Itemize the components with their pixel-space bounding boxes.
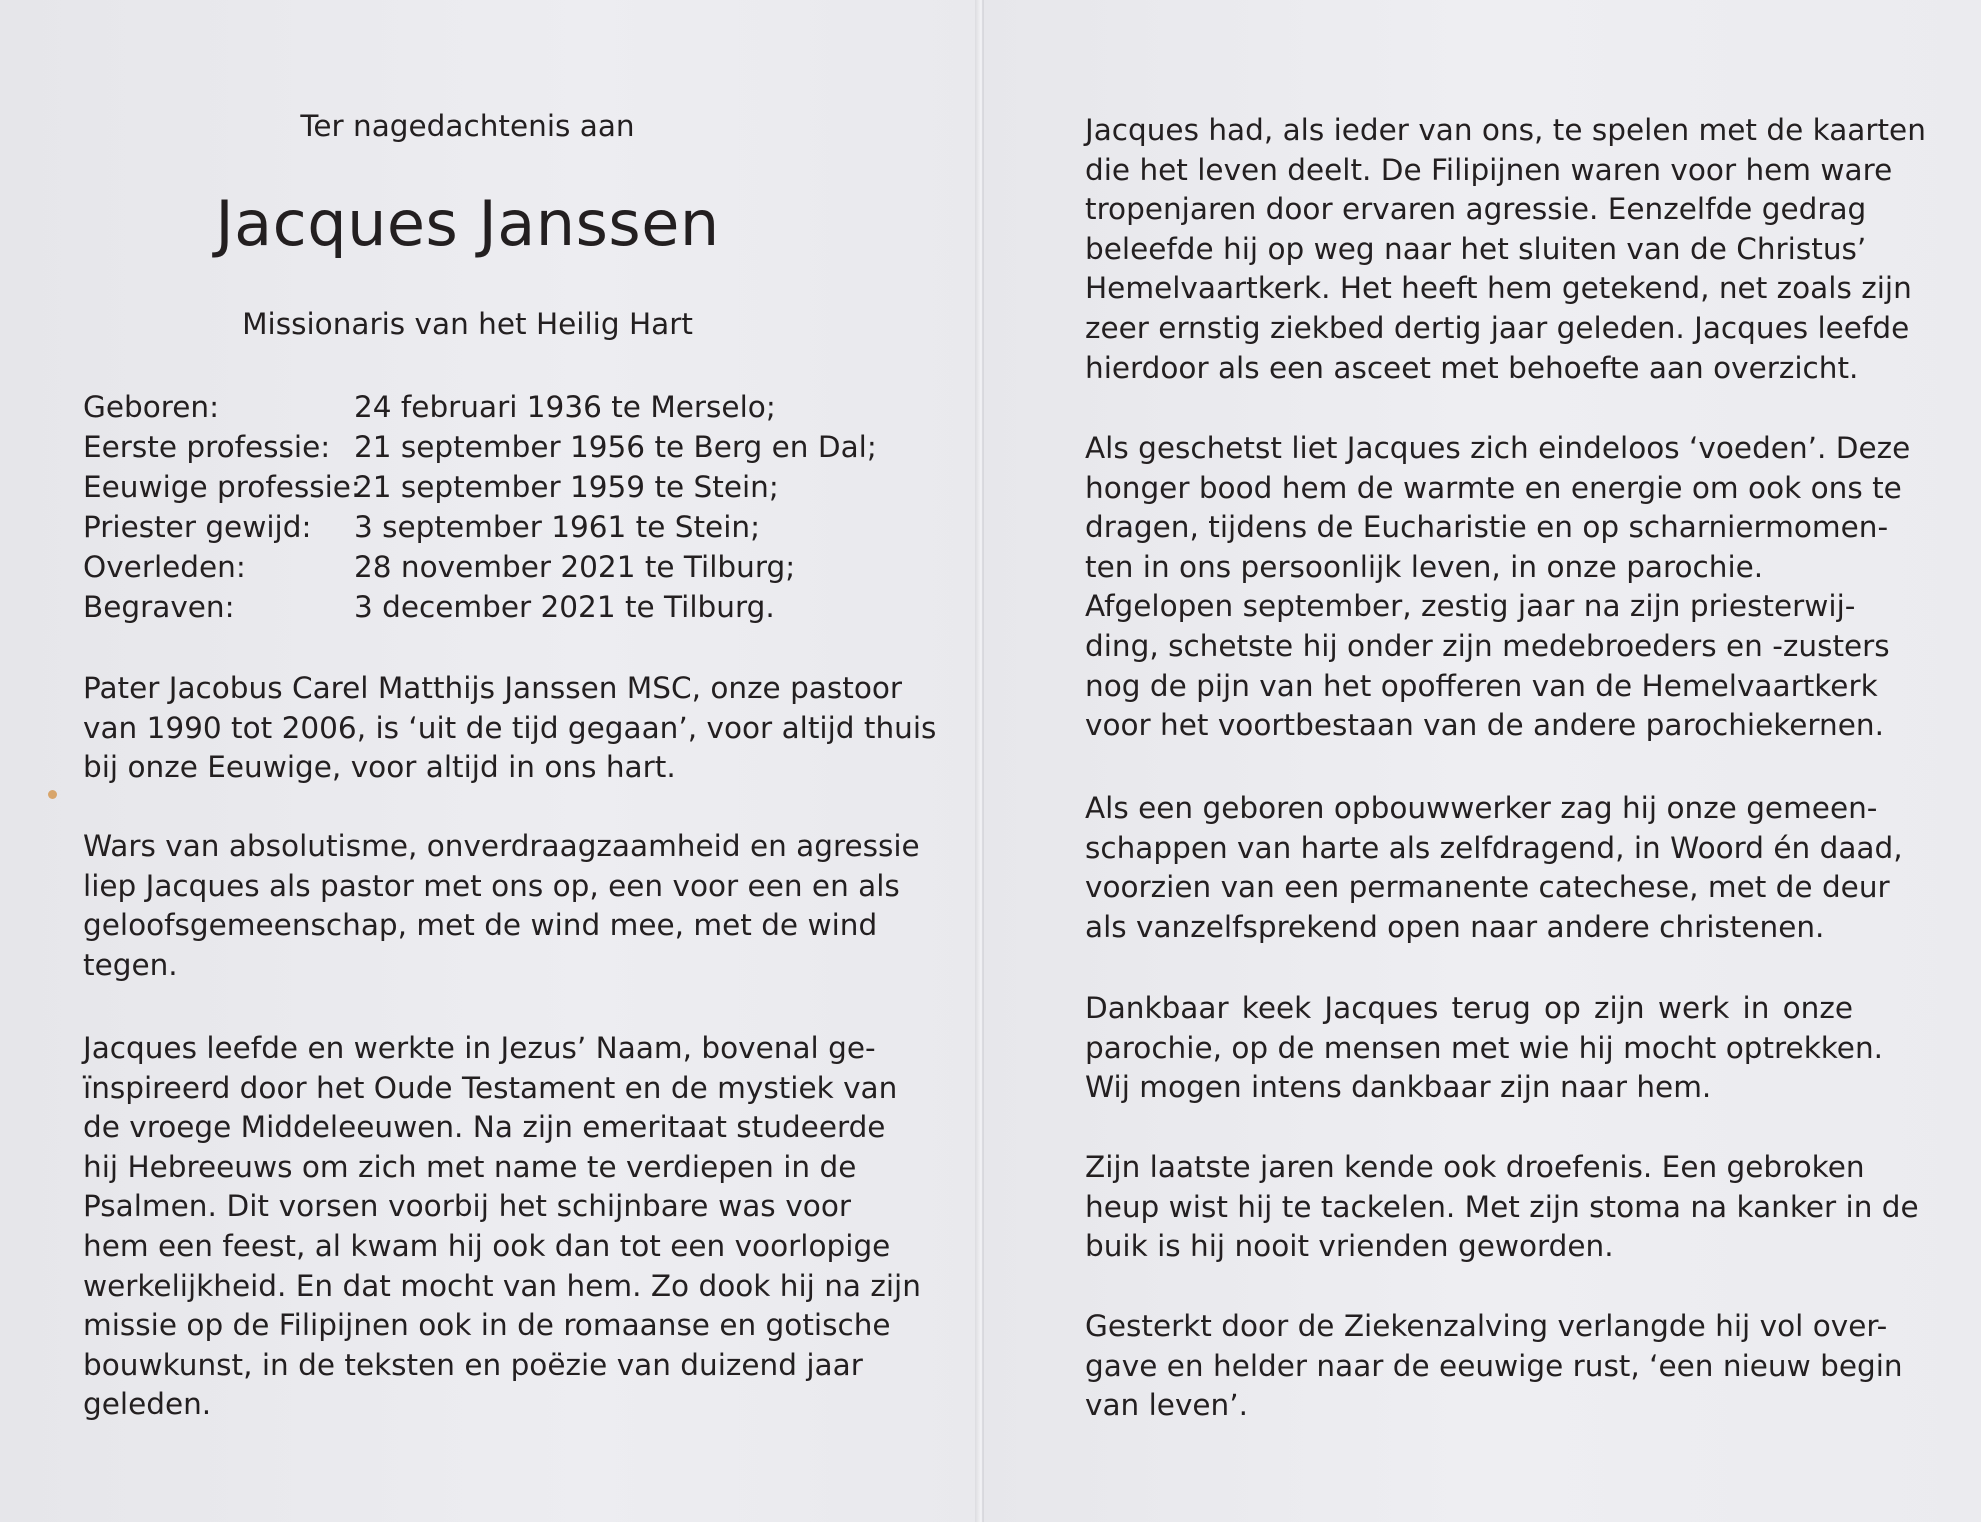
text-line: honger bood hem de warmte en energie om ook ons te xyxy=(1085,470,1902,505)
fact-label: Priester gewijd: xyxy=(83,510,312,544)
text-line: Dankbaar keek Jacques terug op zijn werk in onze xyxy=(1085,991,1853,1025)
text-line: ten in ons persoonlijk leven, in onze parochie. xyxy=(1085,549,1764,584)
text-line: Afgelopen september, zestig jaar na zijn priesterwij- xyxy=(1085,589,1856,624)
text-line: van leven’. xyxy=(1085,1388,1249,1423)
text-line: hem een feest, al kwam hij ook dan tot een voorlopige xyxy=(83,1228,891,1263)
text-line: Als geschetst liet Jacques zich eindeloos ‘voeden’. Deze xyxy=(1085,431,1911,465)
text-line: hij Hebreeuws om zich met name te verdiepen in de xyxy=(83,1149,857,1184)
text-line: Wars van absolutisme, onverdraagzaamheid en agressie xyxy=(83,829,920,863)
paper-speck xyxy=(48,790,57,799)
text-line: bij onze Eeuwige, voor altijd in ons hart. xyxy=(83,750,676,785)
right-panel xyxy=(984,0,1981,1522)
text-line: heup wist hij te tackelen. Met zijn stoma na kanker in de xyxy=(1085,1189,1919,1224)
text-line: liep Jacques als pastor met ons op, een voor een en als xyxy=(83,868,900,903)
intro-text: Ter nagedachtenis aan xyxy=(300,109,635,143)
text-line: hierdoor als een asceet met behoefte aan overzicht. xyxy=(1085,350,1859,385)
fact-label: Eeuwige professie: xyxy=(83,470,361,504)
text-line: als vanzelfsprekend open naar andere christenen. xyxy=(1085,909,1825,944)
text-line: beleefde hij op weg naar het sluiten van de Christus’ xyxy=(1085,231,1867,266)
fact-value: 24 februari 1936 te Merselo; xyxy=(354,390,776,424)
text-line: Gesterkt door de Ziekenzalving verlangde hij vol over- xyxy=(1085,1309,1888,1343)
text-line: Wij mogen intens dankbaar zijn naar hem. xyxy=(1085,1070,1712,1105)
fact-value: 28 november 2021 te Tilburg; xyxy=(354,550,796,584)
text-line: Als een geboren opbouwwerker zag hij onze gemeen- xyxy=(1085,791,1878,825)
fact-label: Begraven: xyxy=(83,590,235,624)
paragraph-rest xyxy=(1085,1307,1903,1426)
text-line: geleden. xyxy=(83,1387,212,1422)
deceased-name: Jacques Janssen xyxy=(215,187,720,260)
paragraph-cards xyxy=(1085,111,1926,388)
text-line: gave en helder naar de eeuwige rust, ‘een nieuw begin xyxy=(1085,1348,1903,1383)
text-line: die het leven deelt. De Filipijnen waren voor hem ware xyxy=(1085,152,1893,187)
fact-value: 3 september 1961 te Stein; xyxy=(354,510,761,544)
text-line: nog de pijn van het opofferen van de Hemelvaartkerk xyxy=(1085,668,1878,703)
fact-label: Overleden: xyxy=(83,550,246,584)
fact-value: 3 december 2021 te Tilburg. xyxy=(354,590,775,624)
text-line: ïnspireerd door het Oude Testament en de mystiek van xyxy=(83,1070,898,1105)
text-line: bouwkunst, in de teksten en poëzie van duizend jaar xyxy=(83,1347,863,1382)
fact-label: Geboren: xyxy=(83,390,220,424)
fact-value: 21 september 1956 te Berg en Dal; xyxy=(354,430,877,464)
text-line: Pater Jacobus Carel Matthijs Janssen MSC, onze pastoor xyxy=(83,671,903,705)
text-line: dragen, tijdens de Eucharistie en op scharniermomen- xyxy=(1085,510,1889,545)
text-line: ding, schetste hij onder zijn medebroeders en -zusters xyxy=(1085,628,1890,663)
text-line: schappen van harte als zelfdragend, in Woord én daad, xyxy=(1085,830,1903,865)
paragraph-faith xyxy=(83,1029,921,1425)
paragraph-gratitude xyxy=(1085,989,1884,1108)
paragraph-absolutism xyxy=(83,827,920,985)
text-line: buik is hij nooit vrienden geworden. xyxy=(1085,1229,1614,1264)
text-line: zeer ernstig ziekbed dertig jaar geleden. Jacques leefde xyxy=(1085,310,1910,345)
text-line: werkelijkheid. En dat mocht van hem. Zo dook hij na zijn xyxy=(83,1268,921,1303)
text-line: voor het voortbestaan van de andere parochiekernen. xyxy=(1085,708,1884,743)
paragraph-builder xyxy=(1085,789,1903,947)
text-line: de vroege Middeleeuwen. Na zijn emeritaat studeerde xyxy=(83,1110,886,1145)
text-line: parochie, op de mensen met wie hij mocht optrekken. xyxy=(1085,1030,1884,1065)
text-line: Psalmen. Dit vorsen voorbij het schijnbare was voor xyxy=(83,1189,851,1224)
text-line: tegen. xyxy=(83,947,178,982)
paragraph-sorrow xyxy=(1085,1148,1919,1267)
paragraph-nourish xyxy=(1085,429,1911,746)
text-line: geloofsgemeenschap, met de wind mee, met de wind xyxy=(83,908,878,943)
text-line: voorzien van een permanente catechese, met de deur xyxy=(1085,870,1890,905)
role-subtitle: Missionaris van het Heilig Hart xyxy=(242,307,693,341)
fact-label: Eerste professie: xyxy=(83,430,331,464)
text-line: Jacques leefde en werkte in Jezus’ Naam, bovenal ge- xyxy=(83,1031,876,1065)
paragraph-intro xyxy=(83,669,937,788)
text-line: Hemelvaartkerk. Het heeft hem getekend, net zoals zijn xyxy=(1085,271,1912,306)
left-panel xyxy=(0,0,980,1522)
text-line: van 1990 tot 2006, is ‘uit de tijd gegaan’, voor altijd thuis xyxy=(83,710,937,745)
text-line: missie op de Filipijnen ook in de romaanse en gotische xyxy=(83,1308,891,1343)
text-line: tropenjaren door ervaren agressie. Eenzelfde gedrag xyxy=(1085,192,1867,227)
text-line: Zijn laatste jaren kende ook droefenis. Een gebroken xyxy=(1085,1150,1865,1184)
fact-value: 21 september 1959 te Stein; xyxy=(354,470,779,504)
text-line: Jacques had, als ieder van ons, te spelen met de kaarten xyxy=(1085,113,1926,147)
